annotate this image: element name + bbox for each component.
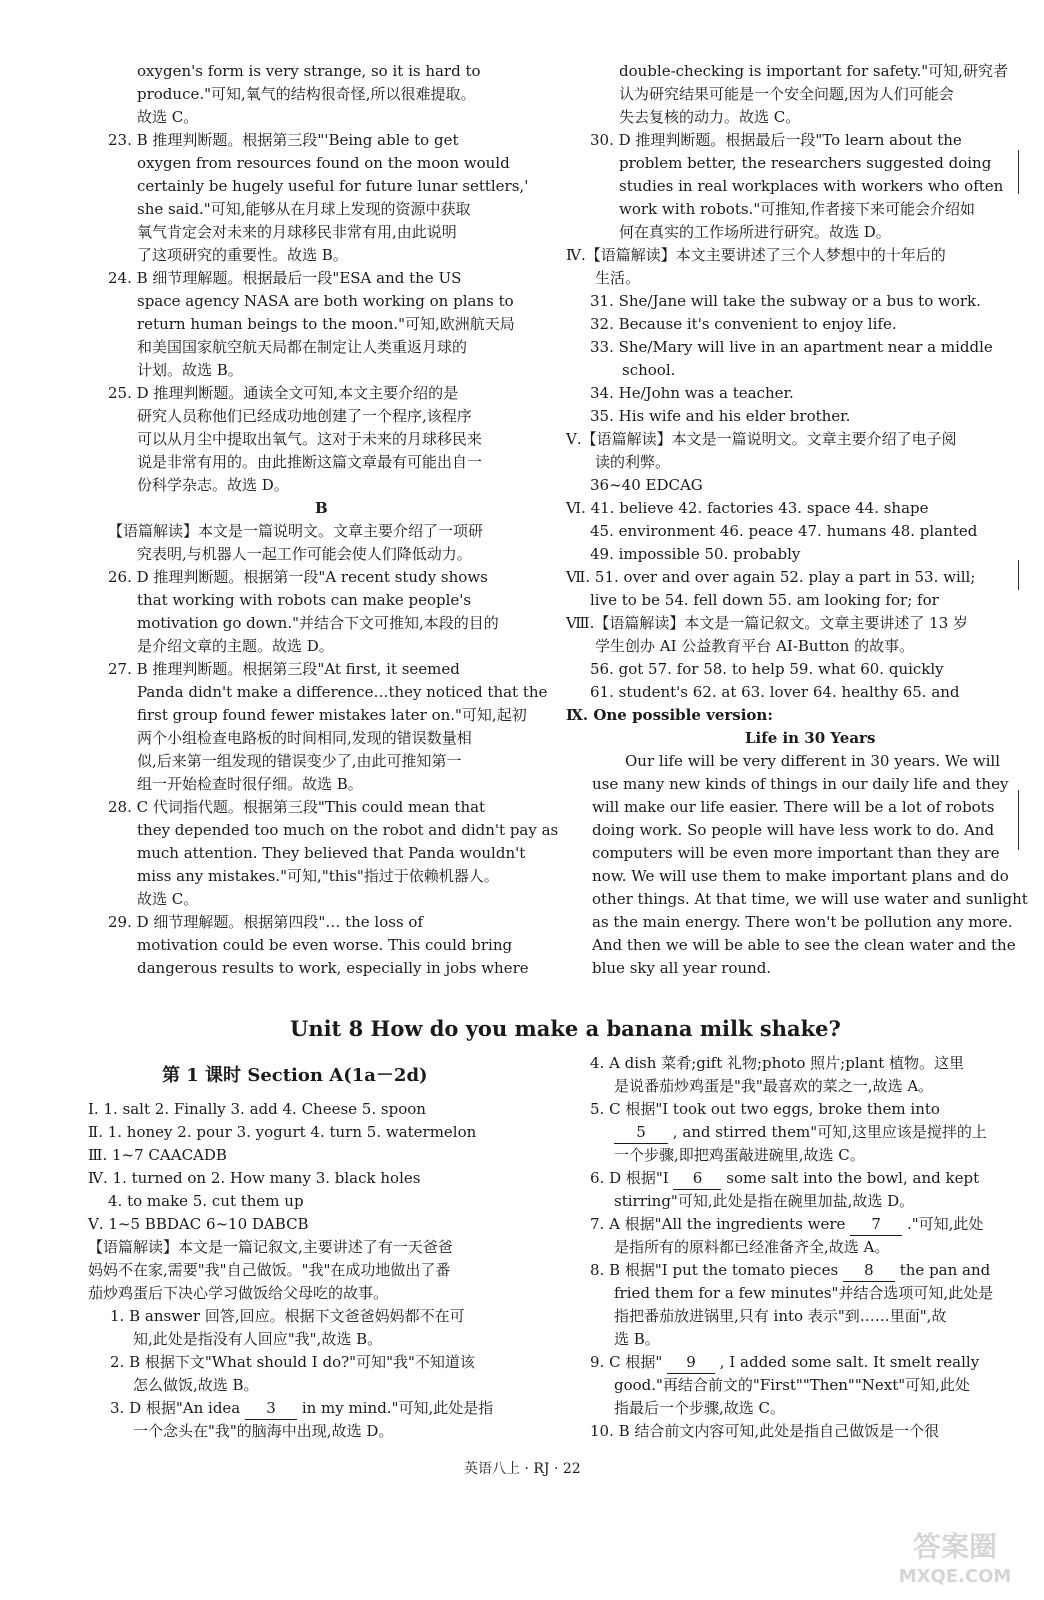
- answer-blank: 9: [667, 1351, 715, 1374]
- page-footer: 英语八上 · RJ · 22: [464, 1461, 581, 1477]
- text-span: ."可知,此处: [906, 1215, 984, 1233]
- text-span: 3. D 根据"An idea: [110, 1399, 241, 1417]
- text-line: 研究人员称他们已经成功地创建了一个程序,该程序: [137, 407, 472, 425]
- watermark-icon: [880, 1522, 1030, 1590]
- text-line: 茄炒鸡蛋后下决心学习做饭给父母吃的故事。: [88, 1284, 389, 1302]
- edge-rule: [1018, 560, 1019, 590]
- edge-rule: [1018, 790, 1019, 850]
- text-line: 一个步骤,即把鸡蛋敲进碗里,故选 C。: [614, 1146, 865, 1164]
- passage-summary: 【语篇解读】本文是一篇说明文。文章主要介绍了一项研: [108, 522, 484, 540]
- answer-7: [590, 1213, 983, 1235]
- passage-summary: 【语篇解读】本文是一篇记叙文,主要讲述了有一天爸爸: [88, 1238, 453, 1256]
- answer-section-ii: Ⅱ. 1. honey 2. pour 3. yogurt 4. turn 5. watermelon: [88, 1123, 477, 1141]
- text-line: school.: [622, 361, 676, 379]
- text-line: return human beings to the moon."可知,欧洲航天局: [137, 315, 515, 333]
- text-line: Panda didn't make a difference…they noticed that the: [137, 683, 548, 701]
- answer-3: [110, 1397, 493, 1419]
- text-line: problem better, the researchers suggested doing: [619, 154, 992, 172]
- text-line: 两个小组检查电路板的时间相同,发现的错误数量相: [137, 729, 472, 747]
- essay-line: computers will be even more important than they are: [592, 844, 1000, 862]
- text-line: double-checking is important for safety."可知,研究者: [619, 62, 1008, 80]
- answer-5: 5. C 根据"I took out two eggs, broke them into: [590, 1100, 940, 1118]
- text-span: 8. B 根据"I put the tomato pieces: [590, 1261, 839, 1279]
- watermark-text: MXQE.COM: [898, 1566, 1012, 1587]
- text-line: 选 B。: [614, 1330, 660, 1348]
- answer-9: [590, 1351, 979, 1373]
- essay-line: And then we will be able to see the clean water and the: [592, 936, 1016, 954]
- text-line: 45. environment 46. peace 47. humans 48. planted: [590, 522, 978, 540]
- answer-section-ix: Ⅸ. One possible version:: [566, 706, 773, 724]
- answer-blank: 7: [850, 1213, 902, 1236]
- text-line: oxygen's form is very strange, so it is hard to: [137, 62, 481, 80]
- text-line: first group found fewer mistakes later on."可知,起初: [137, 706, 527, 724]
- text-line: 指把番茄放进锅里,只有 into 表示"到……里面",故: [614, 1307, 947, 1325]
- text-line: live to be 54. fell down 55. am looking for; for: [590, 591, 939, 609]
- answer-6: [590, 1167, 979, 1189]
- text-line: she said."可知,能够从在月球上发现的资源中获取: [137, 200, 471, 218]
- text-line: stirring"可知,此处是指在碗里加盐,故选 D。: [614, 1192, 915, 1210]
- answer-8: [590, 1259, 990, 1281]
- text-line: [614, 1121, 987, 1143]
- text-line: 怎么做饭,故选 B。: [133, 1376, 259, 1394]
- watermark-text: 答案圈: [912, 1530, 998, 1563]
- text-line: work with robots."可推知,作者接下来可能会介绍如: [619, 200, 975, 218]
- answer-34: 34. He/John was a teacher.: [590, 384, 794, 402]
- text-span: 7. A 根据"All the ingredients were: [590, 1215, 846, 1233]
- text-line: that working with robots can make people's: [137, 591, 472, 609]
- answer-24: 24. B 细节理解题。根据最后一段"ESA and the US: [108, 269, 462, 287]
- answer-35: 35. His wife and his elder brother.: [590, 407, 851, 425]
- text-line: 故选 C。: [137, 108, 199, 126]
- text-line: 似,后来第一组发现的错误变少了,由此可推知第一: [137, 752, 462, 770]
- text-line: space agency NASA are both working on plans to: [137, 292, 514, 310]
- answer-32: 32. Because it's convenient to enjoy life.: [590, 315, 897, 333]
- text-line: 指最后一个步骤,故选 C。: [614, 1399, 786, 1417]
- text-line: 学生创办 AI 公益教育平台 AI-Button 的故事。: [595, 637, 915, 655]
- text-line: motivation could be even worse. This could bring: [137, 936, 513, 954]
- answer-section-iv: Ⅳ. 1. turned on 2. How many 3. black holes: [88, 1169, 421, 1187]
- answer-61-65: 61. student's 62. at 63. lover 64. healthy 65. and: [590, 683, 960, 701]
- essay-line: as the main energy. There won't be pollution any more.: [592, 913, 1013, 931]
- text-line: studies in real workplaces with workers who often: [619, 177, 1004, 195]
- answer-1: 1. B answer 回答,回应。根据下文爸爸妈妈都不在可: [110, 1307, 465, 1325]
- answer-blank: 6: [673, 1167, 721, 1190]
- answer-section-iii: Ⅲ. 1~7 CAACADB: [88, 1146, 227, 1164]
- answer-section-vii: Ⅶ. 51. over and over again 52. play a part in 53. will;: [566, 568, 976, 586]
- unit-title: Unit 8 How do you make a banana milk shake?: [290, 1016, 841, 1041]
- text-span: some salt into the bowl, and kept: [726, 1169, 980, 1187]
- answer-29: 29. D 细节理解题。根据第四段"… the loss of: [108, 913, 423, 931]
- text-span: 9. C 根据": [590, 1353, 663, 1371]
- text-line: 究表明,与机器人一起工作可能会使人们降低动力。: [137, 545, 472, 563]
- text-span: , I added some salt. It smelt really: [719, 1353, 980, 1371]
- text-line: produce."可知,氧气的结构很奇怪,所以很难提取。: [137, 85, 476, 103]
- answer-30: 30. D 推理判断题。根据最后一段"To learn about the: [590, 131, 962, 149]
- answer-33: 33. She/Mary will live in an apartment near a middle: [590, 338, 993, 356]
- essay-line: now. We will use them to make important plans and do: [592, 867, 1009, 885]
- watermark-logo: [880, 1522, 1030, 1590]
- section-title: 第 1 课时 Section A(1a－2d): [162, 1065, 428, 1086]
- text-line: dangerous results to work, especially in jobs where: [137, 959, 529, 977]
- text-line: 49. impossible 50. probably: [590, 545, 801, 563]
- text-line: 读的利弊。: [595, 453, 671, 471]
- essay-title: Life in 30 Years: [745, 729, 876, 747]
- answer-27: 27. B 推理判断题。根据第三段"At first, it seemed: [108, 660, 460, 678]
- answer-31: 31. She/Jane will take the subway or a bus to work.: [590, 292, 981, 310]
- section-heading-b: B: [315, 499, 328, 517]
- text-line: certainly be hugely useful for future lunar settlers,': [137, 177, 529, 195]
- answer-section-vi: Ⅵ. 41. believe 42. factories 43. space 44. shape: [566, 499, 929, 517]
- answer-4: 4. A dish 菜肴;gift 礼物;photo 照片;plant 植物。这里: [590, 1054, 965, 1072]
- text-line: 氧气肯定会对未来的月球移民非常有用,由此说明: [137, 223, 457, 241]
- text-line: 计划。故选 B。: [137, 361, 243, 379]
- essay-line: use many new kinds of things in our daily life and they: [592, 775, 1009, 793]
- text-line: 妈妈不在家,需要"我"自己做饭。"我"在成功地做出了番: [88, 1261, 451, 1279]
- text-line: they depended too much on the robot and didn't pay as: [137, 821, 559, 839]
- text-line: fried them for a few minutes"并结合选项可知,此处是: [614, 1284, 994, 1302]
- text-line: 生活。: [595, 269, 641, 287]
- essay-line: Our life will be very different in 30 years. We will: [625, 752, 1000, 770]
- text-line: 说是非常有用的。由此推断这篇文章最有可能出自一: [137, 453, 483, 471]
- text-line: motivation go down."并结合下文可推知,本段的目的: [137, 614, 499, 632]
- answer-2: 2. B 根据下文"What should I do?"可知"我"不知道该: [110, 1353, 475, 1371]
- answer-25: 25. D 推理判断题。通读全文可知,本文主要介绍的是: [108, 384, 459, 402]
- text-line: much attention. They believed that Panda wouldn't: [137, 844, 526, 862]
- passage-summary: Ⅷ.【语篇解读】本文是一篇记叙文。文章主要讲述了 13 岁: [566, 614, 969, 632]
- passage-summary: Ⅳ.【语篇解读】本文主要讲述了三个人梦想中的十年后的: [566, 246, 946, 264]
- text-line: 失去复核的动力。故选 C。: [619, 108, 801, 126]
- text-line: 是介绍文章的主题。故选 D。: [137, 637, 334, 655]
- text-line: 组一开始检查时很仔细。故选 B。: [137, 775, 363, 793]
- text-line: 何在真实的工作场所进行研究。故选 D。: [619, 223, 891, 241]
- text-line: 认为研究结果可能是一个安全问题,因为人们可能会: [619, 85, 954, 103]
- text-line: 4. to make 5. cut them up: [108, 1192, 304, 1210]
- answer-10: 10. B 结合前文内容可知,此处是指自己做饭是一个很: [590, 1422, 940, 1440]
- answer-section-i: Ⅰ. 1. salt 2. Finally 3. add 4. Cheese 5. spoon: [88, 1100, 426, 1118]
- text-line: 知,此处是指没有人回应"我",故选 B。: [133, 1330, 383, 1348]
- text-line: good."再结合前文的"First""Then""Next"可知,此处: [614, 1376, 970, 1394]
- answer-26: 26. D 推理判断题。根据第一段"A recent study shows: [108, 568, 488, 586]
- essay-line: will make our life easier. There will be a lot of robots: [592, 798, 995, 816]
- text-line: 和美国国家航空航天局都在制定让人类重返月球的: [137, 338, 468, 356]
- edge-rule: [1018, 150, 1019, 194]
- essay-line: other things. At that time, we will use water and sunlight: [592, 890, 1028, 908]
- text-line: 一个念头在"我"的脑海中出现,故选 D。: [133, 1422, 394, 1440]
- answer-section-v: Ⅴ. 1~5 BBDAC 6~10 DABCB: [88, 1215, 309, 1233]
- text-line: 可以从月尘中提取出氧气。这对于未来的月球移民来: [137, 430, 483, 448]
- text-line: oxygen from resources found on the moon would: [137, 154, 510, 172]
- essay-line: doing work. So people will have less work to do. And: [592, 821, 995, 839]
- text-span: 6. D 根据"I: [590, 1169, 669, 1187]
- passage-summary: Ⅴ.【语篇解读】本文是一篇说明文。文章主要介绍了电子阅: [566, 430, 957, 448]
- text-span: the pan and: [899, 1261, 991, 1279]
- answer-blank: 5: [614, 1121, 668, 1144]
- answer-36-40: 36~40 EDCAG: [590, 476, 703, 494]
- text-line: 了这项研究的重要性。故选 B。: [137, 246, 348, 264]
- answer-56-60: 56. got 57. for 58. to help 59. what 60. quickly: [590, 660, 944, 678]
- answer-blank: 8: [843, 1259, 895, 1282]
- text-line: 是指所有的原料都已经准备齐全,故选 A。: [614, 1238, 890, 1256]
- text-span: in my mind."可知,此处是指: [301, 1399, 494, 1417]
- text-line: 是说番茄炒鸡蛋是"我"最喜欢的菜之一,故选 A。: [614, 1077, 934, 1095]
- answer-23: 23. B 推理判断题。根据第三段"'Being able to get: [108, 131, 459, 149]
- answer-28: 28. C 代词指代题。根据第三段"This could mean that: [108, 798, 486, 816]
- text-span: , and stirred them"可知,这里应该是搅拌的上: [672, 1123, 987, 1141]
- text-line: 故选 C。: [137, 890, 199, 908]
- text-line: miss any mistakes."可知,"this"指过于依赖机器人。: [137, 867, 499, 885]
- answer-blank: 3: [245, 1397, 297, 1420]
- text-line: 份科学杂志。故选 D。: [137, 476, 289, 494]
- essay-line: blue sky all year round.: [592, 959, 772, 977]
